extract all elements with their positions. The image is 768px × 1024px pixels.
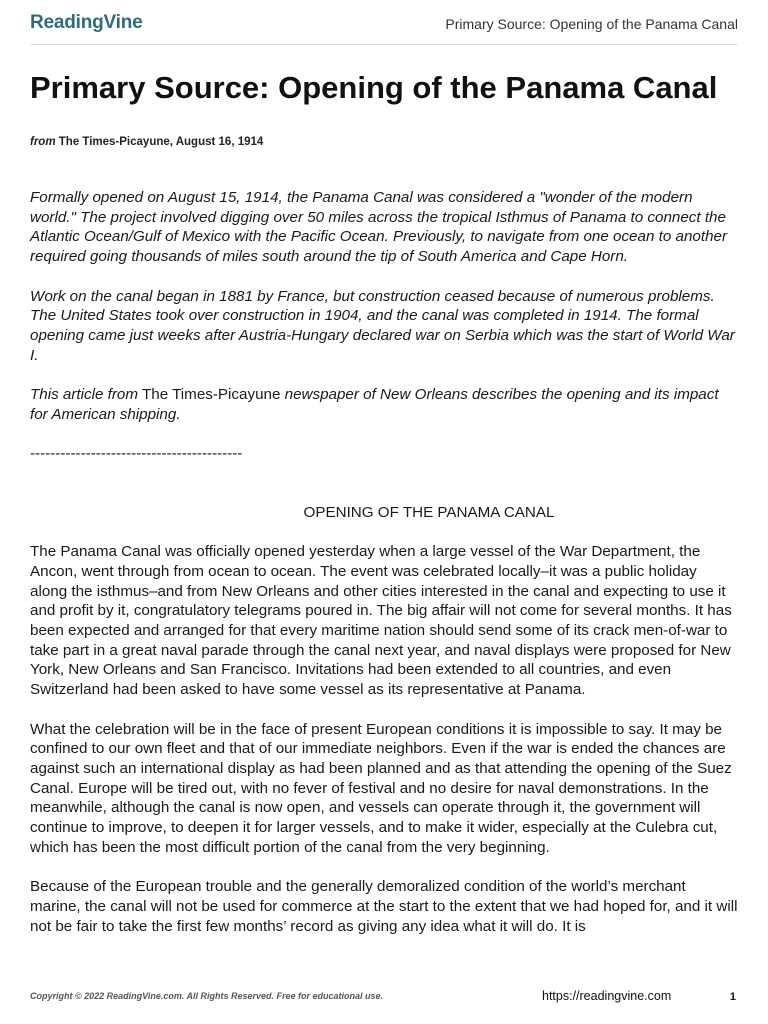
- document-body: [30, 188, 738, 956]
- article-paragraph-3: Because of the European trouble and the generally demoralized condition of the world’s merchant marine, the canal will not be used for commerce at the start to the extent that we had hoped for, and it will not be fair to take the first few months’ record as giving any idea what it will do. It is: [30, 878, 738, 935]
- source-from-label: from: [30, 136, 56, 148]
- newspaper-name: The Times-Picayune: [138, 386, 285, 403]
- article-paragraph-2: What the celebration will be in the face of present European conditions it is impossible to say. It may be confined to our own fleet and that of our immediate neighbors. Even if the war is ended the chances are against such an international display as had been planned and as that attending the opening of the Suez Canal. Europe will be tired out, with no fever of festival and no desire for naval demonstrations. In the meanwhile, although the canal is now open, and vessels can operate through it, the government will continue to improve, to deepen it for larger vessels, and to make it wider, especially at the Culebra cut, which has been the most difficult portion of the canal from the very beginning.: [30, 720, 732, 856]
- source-publication: The Times-Picayune, August 16, 1914: [58, 136, 264, 148]
- page-header: [30, 10, 738, 45]
- source-line: [30, 136, 263, 148]
- article-heading: OPENING OF THE PANAMA CANAL: [303, 503, 555, 521]
- page-number: 1: [729, 991, 736, 1003]
- copyright-notice: Copyright © 2022 ReadingVine.com. All Rights Reserved. Free for educational use.: [30, 991, 384, 1001]
- page-title: Primary Source: Opening of the Panama Canal: [30, 70, 718, 105]
- footer-url-link[interactable]: https://readingvine.com: [542, 989, 672, 1003]
- text-divider: ------------------------------------------: [30, 445, 243, 463]
- article-paragraph-1: The Panama Canal was officially opened yesterday when a large vessel of the War Department, the Ancon, went through from ocean to ocean. The event was celebrated locally–it was a public holiday along the isthmus–and from New Orleans and other cities interested in the canal and expecting to use it and profit by it, congratulatory telegrams poured in. The big affair will not come for several months. It has been expected and arranged for that every maritime nation should send some of its crack men-of-war to take part in a great naval parade through the canal next year, and naval displays were proposed for New York, New Orleans and San Francisco. Invitations had been extended to all countries, and even Switzerland had been asked to have some vessel as its representative at Panama.: [30, 543, 732, 699]
- page-footer: [30, 988, 738, 1008]
- intro-paragraph-1: Formally opened on August 15, 1914, the Panama Canal was considered a "wonder of the modern world." The project involved digging over 50 miles across the tropical Isthmus of Panama to connect the Atlantic Ocean/Gulf of Mexico with the Pacific Ocean. Previously, to navigate from one ocean to another required going thousands of miles south around the tip of South America and Cape Horn.: [30, 189, 728, 266]
- intro-paragraph-3: [30, 385, 738, 424]
- intro-paragraph-3-start: This article from: [30, 386, 139, 403]
- intro-paragraph-2: Work on the canal began in 1881 by France, but construction ceased because of numerous problems. The United States took over construction in 1904, and the canal was completed in 1914. The formal opening came just weeks after Austria-Hungary declared war on Serbia which was the start of World War I.: [30, 287, 735, 364]
- readingvine-logo[interactable]: ReadingVine: [30, 12, 143, 33]
- header-doc-title: Primary Source: Opening of the Panama Canal: [445, 16, 738, 32]
- intro-paragraph-3-end: newspaper of New Orleans describes the opening and its impact for American shipping.: [30, 386, 719, 423]
